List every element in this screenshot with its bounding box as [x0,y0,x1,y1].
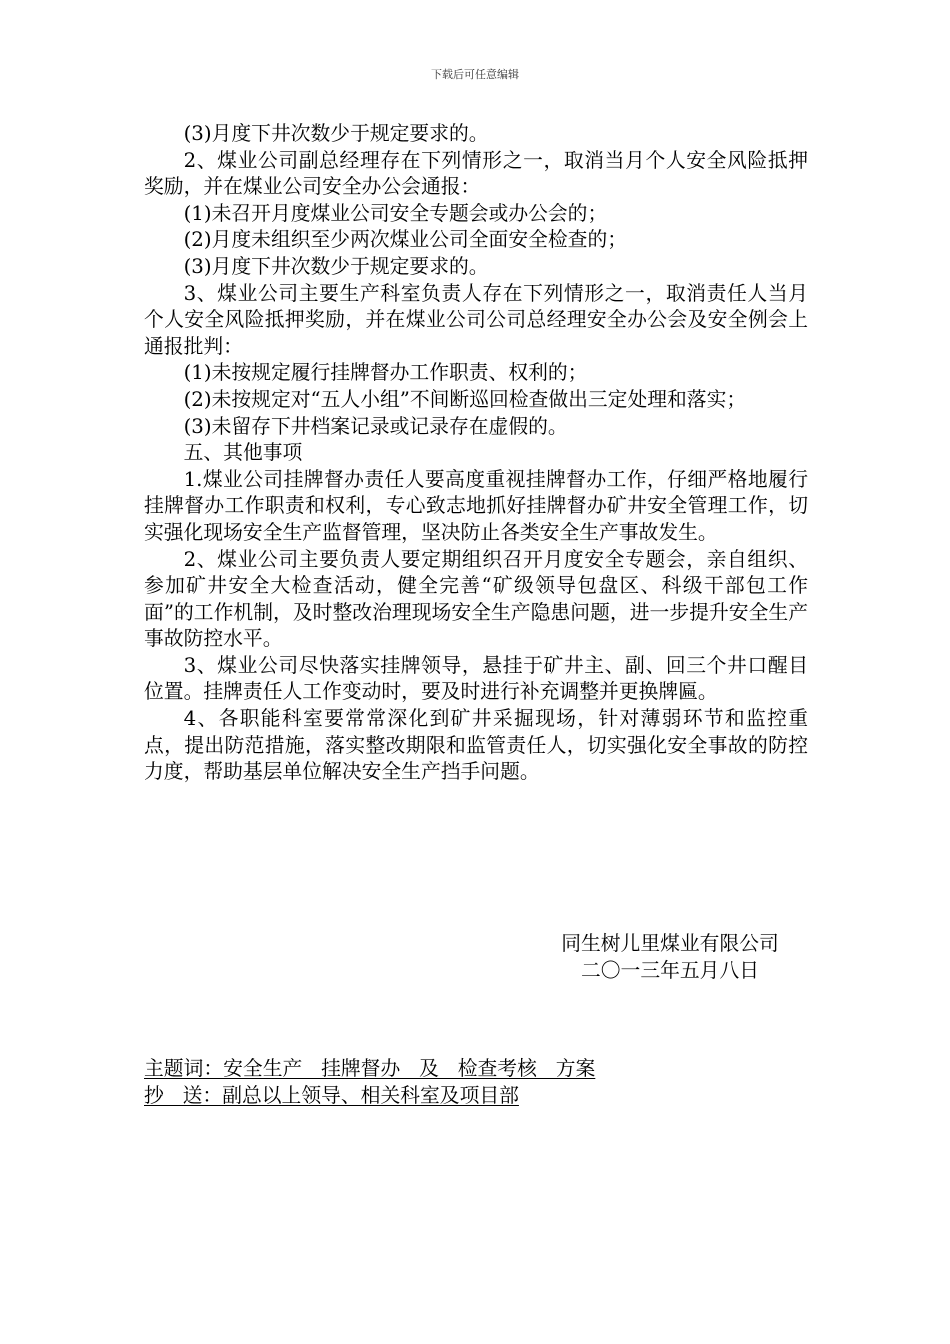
subject-words-line: 主题词：安全生产 挂牌督办 及 检查考核 方案 [144,1057,596,1080]
cc-line: 抄 送：副总以上领导、相关科室及项目部 [144,1084,519,1107]
signature-company: 同生树儿里煤业有限公司 [561,932,779,955]
paragraph: (1)未按规定履行挂牌督办工作职责、权利的； [183,361,588,385]
paragraph: 3、煤业公司主要生产科室负责人存在下列情形之一，取消责任人当月个人安全风险抵押奖励，并在煤业公司公司总经理安全办公会及安全例会上通报批判： [144,281,808,358]
signature-block [540,930,800,984]
paragraph: 2、煤业公司副总经理存在下列情形之一，取消当月个人安全风险抵押奖励，并在煤业公司安全办公会通报： [144,148,808,199]
paragraph: (3)月度下井次数少于规定要求的。 [183,254,489,278]
paragraph: (1)未召开月度煤业公司安全专题会或办公会的； [183,201,608,225]
paragraph: 2、煤业公司主要负责人要定期组织召开月度安全专题会，亲自组织、参加矿井安全大检查活动，健全完善“矿级领导包盘区、科级干部包工作面”的工作机制，及时整改治理现场安全生产隐患问题，进一步提升安全生产事故防控水平。 [144,547,808,651]
section-heading: 五、其他事项 [183,441,303,465]
paragraph: (2)月度未组织至少两次煤业公司全面安全检查的； [183,228,628,252]
paragraph: 4、各职能科室要常常深化到矿井采掘现场，针对薄弱环节和监控重点，提出防范措施，落实整改期限和监管责任人，切实强化安全事故的防控力度，帮助基层单位解决安全生产挡手问题。 [144,707,808,784]
paragraph: (3)月度下井次数少于规定要求的。 [183,122,489,145]
paragraph: 1.煤业公司挂牌督办责任人要高度重视挂牌督办工作，仔细严格地履行挂牌督办工作职责和权利，专心致志地抓好挂牌督办矿井安全管理工作，切实强化现场安全生产监督管理，坚决防止各类安全生产事故发生。 [144,467,808,544]
signature-date: 二〇一三年五月八日 [580,959,760,982]
paragraph: (3)未留存下井档案记录或记录存在虚假的。 [183,414,568,438]
paragraph: (2)未按规定对“五人小组”不间断巡回检查做出三定处理和落实； [183,387,747,411]
page-header-note: 下载后可任意编辑 [431,68,519,81]
document-body [144,121,808,786]
paragraph: 3、煤业公司尽快落实挂牌领导，悬挂于矿井主、副、回三个井口醒目位置。挂牌责任人工作变动时，要及时进行补充调整并更换牌匾。 [144,653,808,704]
